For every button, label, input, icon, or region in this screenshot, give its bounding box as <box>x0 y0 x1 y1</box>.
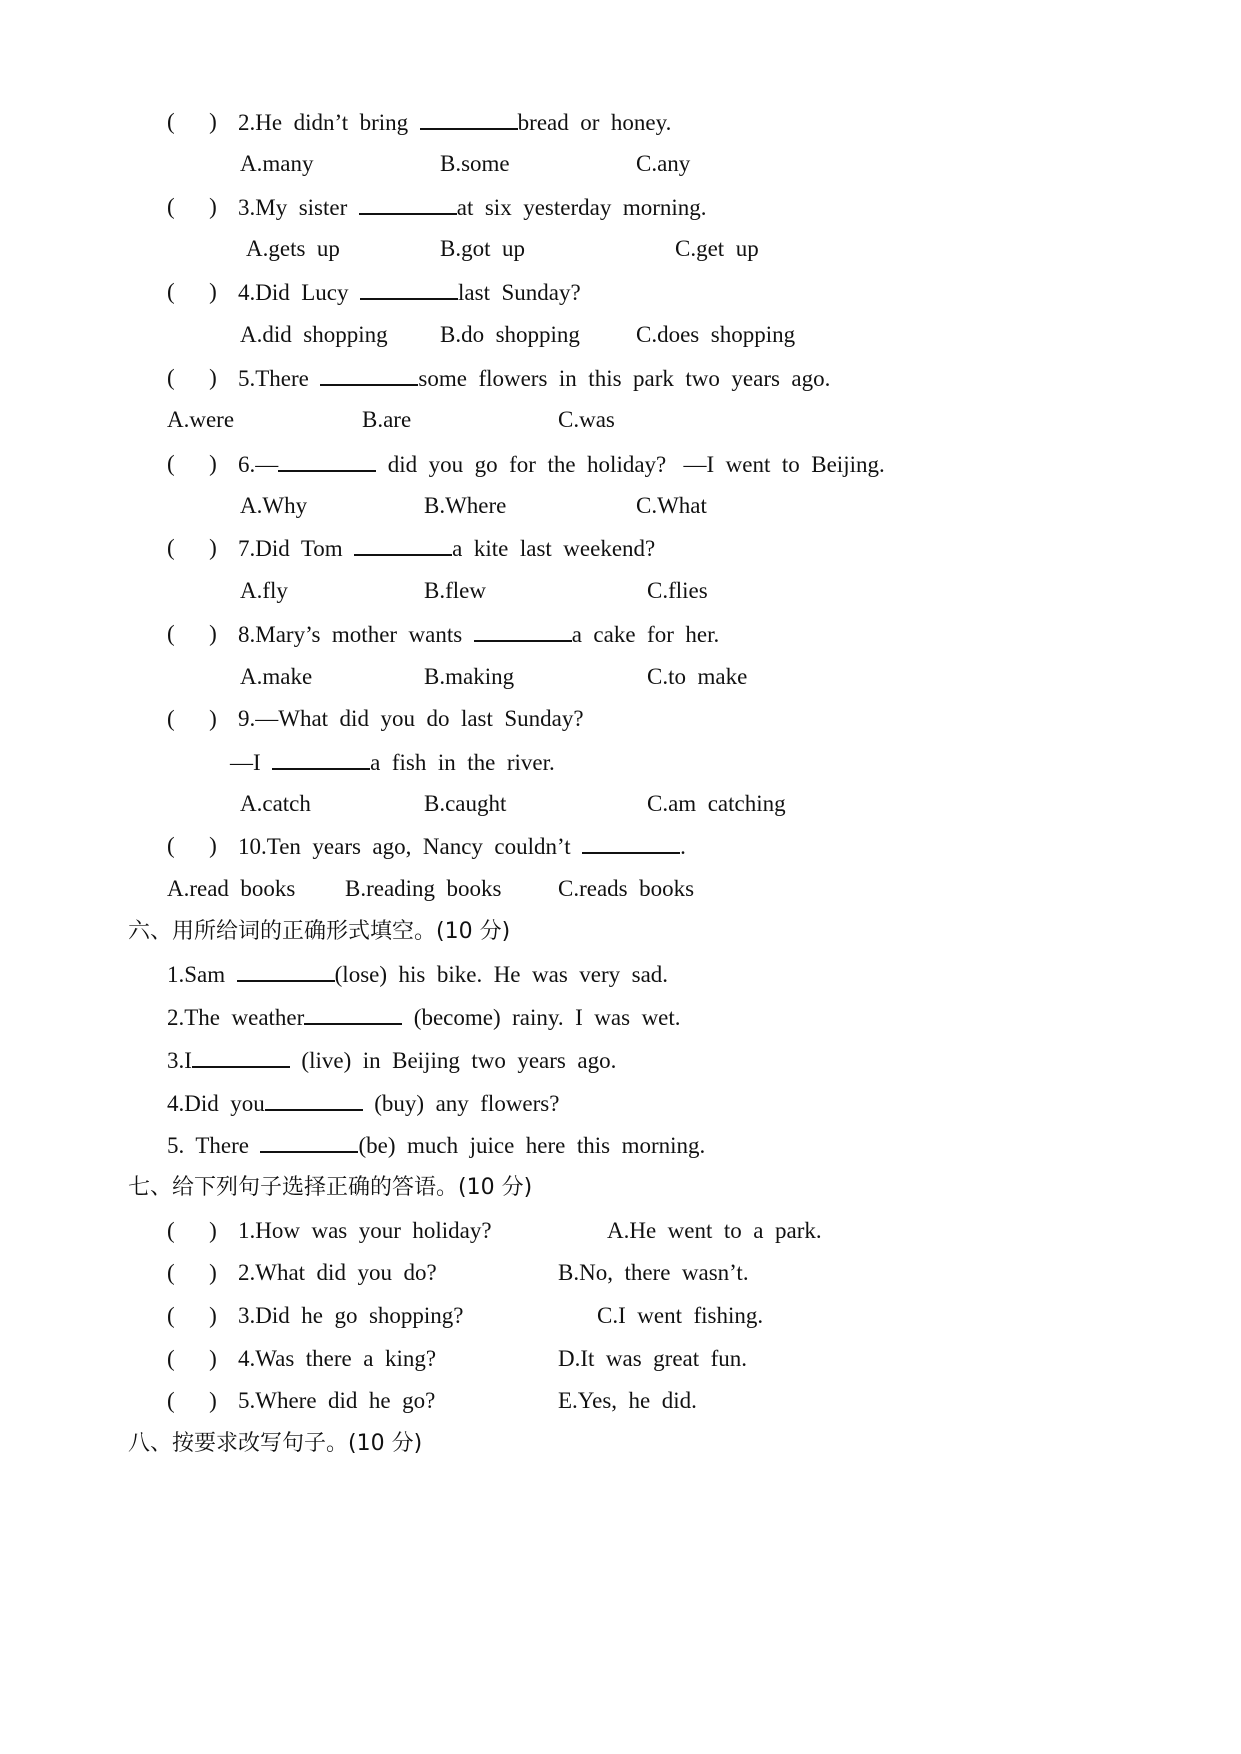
option-b[interactable]: B.making <box>424 664 515 689</box>
fill-item-5: 5. There (be) much juice here this morning. <box>167 1133 706 1158</box>
option-b[interactable]: B.are <box>362 407 412 432</box>
option-c[interactable]: C.does shopping <box>636 322 796 347</box>
option-a[interactable]: A.fly <box>240 578 288 603</box>
option-a[interactable]: A.gets up <box>246 236 340 261</box>
option-b[interactable]: B.flew <box>424 578 486 603</box>
fill-blank[interactable] <box>237 960 335 982</box>
match-answer: B.No, there wasn’t. <box>558 1260 749 1285</box>
answer-bracket[interactable]: ( ) <box>167 451 217 476</box>
match-answer: C.I went fishing. <box>597 1303 764 1328</box>
option-a[interactable]: A.did shopping <box>240 322 388 347</box>
answer-bracket[interactable]: ( ) <box>167 535 217 560</box>
match-question: 2.What did you do? <box>238 1260 437 1285</box>
answer-bracket[interactable]: ( ) <box>167 706 217 731</box>
match-answer: E.Yes, he did. <box>558 1388 697 1413</box>
question-text: 9.—What did you do last Sunday? <box>238 706 584 731</box>
question-text: 3.My sister at six yesterday morning. <box>238 195 707 220</box>
fill-blank[interactable] <box>354 534 452 556</box>
section-7-heading: 七、给下列句子选择正确的答语。(10 分) <box>128 1175 533 1200</box>
answer-bracket[interactable]: ( ) <box>167 1388 217 1413</box>
question-text: 10.Ten years ago, Nancy couldn’t . <box>238 834 686 859</box>
fill-item-2: 2.The weather (become) rainy. I was wet. <box>167 1005 681 1030</box>
answer-bracket[interactable]: ( ) <box>167 1260 217 1285</box>
fill-blank[interactable] <box>260 1131 358 1153</box>
fill-blank[interactable] <box>582 832 680 854</box>
answer-bracket[interactable]: ( ) <box>167 1346 217 1371</box>
option-c[interactable]: C.reads books <box>558 876 695 901</box>
question-text: 5.There some flowers in this park two years ago. <box>238 366 831 391</box>
option-b[interactable]: B.got up <box>440 236 525 261</box>
match-question: 4.Was there a king? <box>238 1346 437 1371</box>
question-answer-line: —I a fish in the river. <box>230 750 555 775</box>
section-8-heading: 八、按要求改写句子。(10 分) <box>128 1431 423 1456</box>
fill-blank[interactable] <box>320 364 418 386</box>
fill-item-4: 4.Did you (buy) any flowers? <box>167 1091 560 1116</box>
answer-bracket[interactable]: ( ) <box>167 109 217 134</box>
fill-blank[interactable] <box>272 748 370 770</box>
fill-blank[interactable] <box>474 620 572 642</box>
section-6-heading: 六、用所给词的正确形式填空。(10 分) <box>128 919 511 944</box>
match-question: 3.Did he go shopping? <box>238 1303 464 1328</box>
fill-blank[interactable] <box>420 108 518 130</box>
fill-blank[interactable] <box>304 1003 402 1025</box>
option-b[interactable]: B.do shopping <box>440 322 580 347</box>
match-answer: D.It was great fun. <box>558 1346 748 1371</box>
question-text: 6.— did you go for the holiday? —I went to Beijing. <box>238 452 885 477</box>
answer-bracket[interactable]: ( ) <box>167 1218 217 1243</box>
option-a[interactable]: A.were <box>167 407 235 432</box>
option-a[interactable]: A.many <box>240 151 314 176</box>
answer-bracket[interactable]: ( ) <box>167 279 217 304</box>
fill-blank[interactable] <box>265 1089 363 1111</box>
match-question: 5.Where did he go? <box>238 1388 436 1413</box>
option-b[interactable]: B.caught <box>424 791 507 816</box>
option-a[interactable]: A.Why <box>240 493 308 518</box>
fill-blank[interactable] <box>359 193 457 215</box>
option-a[interactable]: A.read books <box>167 876 296 901</box>
option-c[interactable]: C.flies <box>647 578 708 603</box>
question-text: 4.Did Lucy last Sunday? <box>238 280 581 305</box>
option-c[interactable]: C.am catching <box>647 791 786 816</box>
option-b[interactable]: B.Where <box>424 493 507 518</box>
option-a[interactable]: A.catch <box>240 791 311 816</box>
option-c[interactable]: C.What <box>636 493 707 518</box>
question-text: 2.He didn’t bring bread or honey. <box>238 110 672 135</box>
answer-bracket[interactable]: ( ) <box>167 833 217 858</box>
fill-item-1: 1.Sam (lose) his bike. He was very sad. <box>167 962 669 987</box>
question-text: 8.Mary’s mother wants a cake for her. <box>238 622 720 647</box>
option-c[interactable]: C.to make <box>647 664 748 689</box>
option-b[interactable]: B.reading books <box>345 876 502 901</box>
option-c[interactable]: C.was <box>558 407 615 432</box>
answer-bracket[interactable]: ( ) <box>167 621 217 646</box>
option-c[interactable]: C.get up <box>675 236 759 261</box>
match-answer: A.He went to a park. <box>607 1218 822 1243</box>
fill-blank[interactable] <box>192 1046 290 1068</box>
question-text: 7.Did Tom a kite last weekend? <box>238 536 656 561</box>
answer-bracket[interactable]: ( ) <box>167 194 217 219</box>
fill-blank[interactable] <box>360 278 458 300</box>
answer-bracket[interactable]: ( ) <box>167 365 217 390</box>
fill-item-3: 3.I (live) in Beijing two years ago. <box>167 1048 617 1073</box>
answer-bracket[interactable]: ( ) <box>167 1303 217 1328</box>
option-a[interactable]: A.make <box>240 664 313 689</box>
match-question: 1.How was your holiday? <box>238 1218 492 1243</box>
fill-blank[interactable] <box>278 450 376 472</box>
option-b[interactable]: B.some <box>440 151 510 176</box>
option-c[interactable]: C.any <box>636 151 691 176</box>
